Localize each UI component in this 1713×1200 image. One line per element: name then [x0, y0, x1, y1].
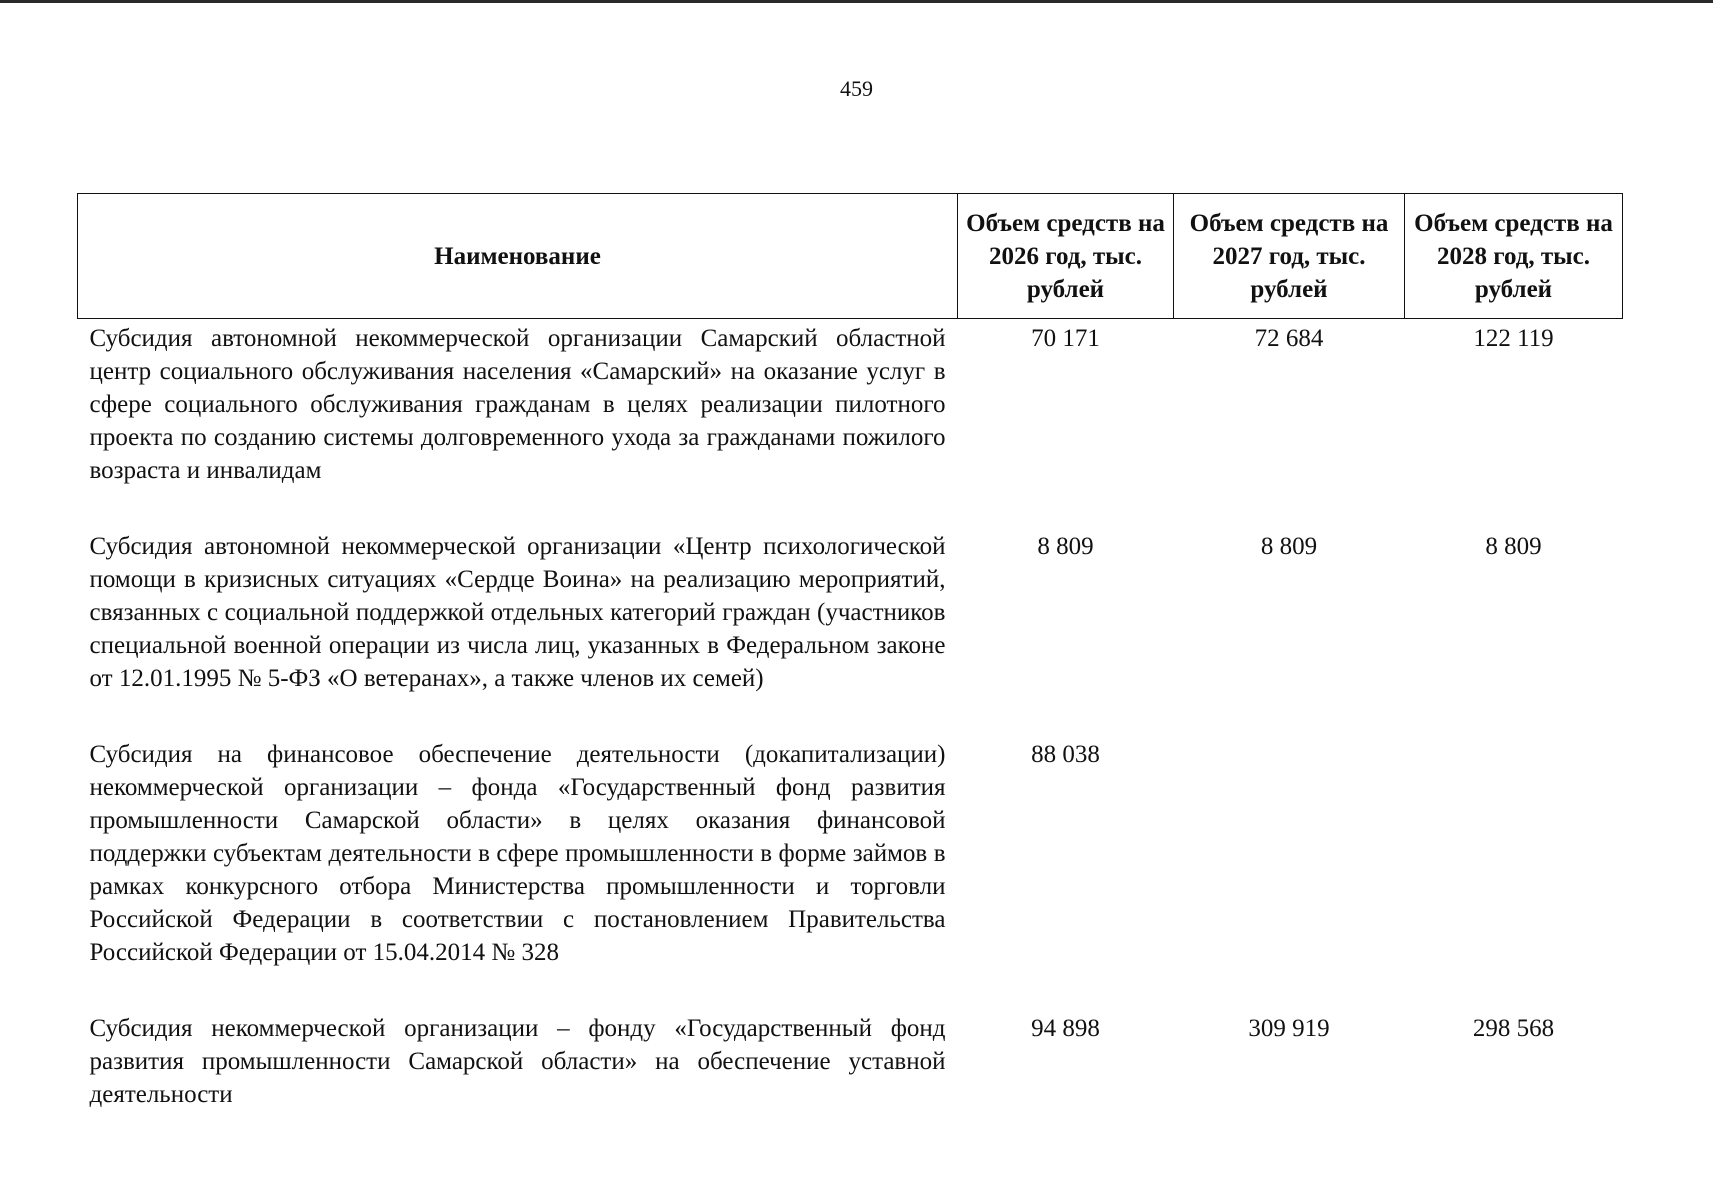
row-name-cell: Субсидия некоммерческой организации – фонду «Государственный фонд развития промышленности Самарской области» на обеспечение уставной деятельности [89, 1015, 946, 1108]
row-name-cell: Субсидия автономной некоммерческой организации Самарский областной центр социального обслуживания населения «Самарский» на оказание услуг в сфере социального обслуживания гражданам в целях реализации пилотного проекта по созданию системы долговременного ухода за гражданами пожилого возраста и инвалидам [89, 325, 946, 484]
table-row [78, 527, 1623, 735]
header-name: Наименование [78, 194, 958, 319]
budget-table [77, 193, 1623, 1125]
value-2028-cell: 8 809 [1485, 533, 1542, 560]
value-2028-cell [1405, 735, 1623, 1009]
value-2026-cell: 70 171 [1031, 325, 1100, 352]
header-year-2026: Объем средств на 2026 год, тыс. рублей [958, 194, 1174, 319]
value-2026-cell: 94 898 [1031, 1015, 1100, 1042]
value-2026-cell: 8 809 [1037, 533, 1094, 560]
row-name-cell: Субсидия на финансовое обеспечение деятельности (докапитализации) некоммерческой организации – фонда «Государственный фонд развития промышленности Самарской области» в целях оказания финансовой поддержки субъектам деятельности в сфере промышленности в форме займов в рамках конкурсного отбора Министерства промышленности и торговли Российской Федерации в соответствии с постановлением Правительства Российской Федерации от 15.04.2014 № 328 [89, 741, 946, 966]
value-2027-cell: 72 684 [1254, 325, 1324, 352]
value-2027-cell: 309 919 [1248, 1015, 1330, 1042]
row-name-cell: Субсидия автономной некоммерческой организации «Центр психологической помощи в кризисных ситуациях «Сердце Воина» на реализацию мероприятий, связанных с социальной поддержкой отдельных категорий граждан (участников специальной военной операции из числа лиц, указанных в Федеральном законе от 12.01.1995 № 5-ФЗ «О ветеранах», а также членов их семей) [89, 533, 946, 692]
header-year-2028: Объем средств на 2028 год, тыс. рублей [1405, 194, 1623, 319]
value-2026-cell: 88 038 [1031, 741, 1100, 768]
table-row [78, 1009, 1623, 1125]
top-border-line [0, 0, 1713, 3]
value-2027-cell: 8 809 [1260, 533, 1318, 560]
page-number: 459 [840, 76, 873, 101]
value-2028-cell: 298 568 [1472, 1015, 1555, 1042]
value-2027-cell [1174, 735, 1405, 1009]
table-header-row [78, 194, 1623, 319]
table-row [78, 319, 1623, 528]
value-2028-cell: 122 119 [1473, 325, 1554, 352]
table-row [78, 735, 1623, 1009]
header-year-2027: Объем средств на 2027 год, тыс. рублей [1174, 194, 1405, 319]
